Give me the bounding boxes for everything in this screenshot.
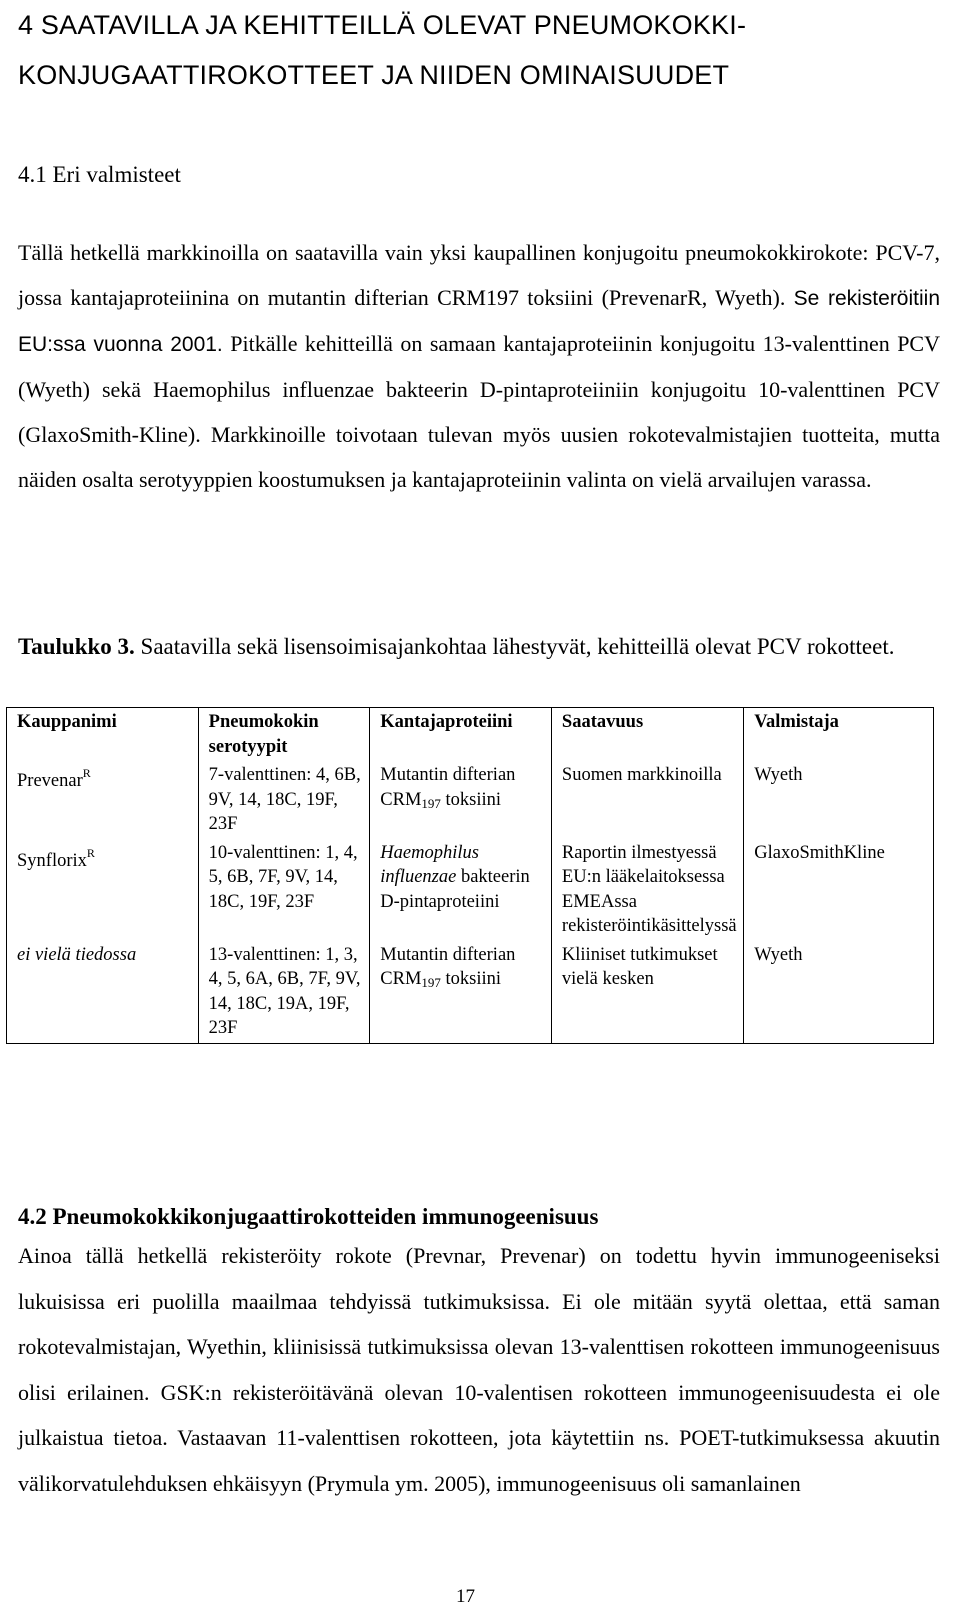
- cell-serotypes: 13-valenttinen: 1, 3, 4, 5, 6A, 6B, 7F, 9V, 14, 18C, 19A, 19F, 23F: [198, 941, 370, 1044]
- section-4-1-paragraph: [18, 230, 940, 502]
- cell-availability: Suomen markkinoilla: [551, 761, 743, 839]
- cell-carrier: [370, 839, 552, 941]
- cell-carrier: [370, 941, 552, 1044]
- table-row: [7, 839, 934, 941]
- carrier-text: toksiini: [440, 789, 502, 810]
- section-number: 4.2: [18, 1204, 47, 1229]
- table-caption-text: Saatavilla sekä lisensoimisajankohtaa lähestyvät, kehitteillä olevat PCV rokotteet.: [134, 634, 895, 659]
- paragraph-text: Pitkälle kehitteillä on samaan kantajaproteiinin konjugoitu 13-valenttinen PCV (Wyeth) sekä Haemophilus influenzae bakteerin D-pintaproteiiniin konjugoitu 10-valenttinen PCV (GlaxoSmith-Kline). Markkinoille toivotaan tulevan myös uusien rokotevalmistajien tuotteita, mutta näiden osalta serotyyppien koostumuksen ja kantajaproteiinin valinta on vielä arvailujen varassa.: [18, 331, 940, 492]
- vaccine-table: [6, 707, 934, 1044]
- carrier-subscript: 197: [421, 975, 441, 990]
- header-cell: Kantajaproteiini: [370, 708, 552, 762]
- cell-name: [7, 839, 199, 941]
- section-title-4-2: [18, 1203, 598, 1231]
- section-title-4-1: 4.1 Eri valmisteet: [18, 162, 181, 187]
- carrier-italic: Haemophilus influenzae: [380, 842, 479, 887]
- header-cell: Valmistaja: [744, 708, 934, 762]
- product-name: Synflorix: [17, 850, 87, 871]
- paragraph-text-sans: Se rekisteröitiin EU:ssa vuonna 2001.: [18, 287, 940, 356]
- header-cell: Kauppanimi: [7, 708, 199, 762]
- registered-mark: R: [82, 766, 91, 780]
- table-caption-label: Taulukko 3.: [18, 634, 135, 659]
- cell-name: [7, 761, 199, 839]
- registered-mark: R: [86, 845, 95, 860]
- cell-serotypes: 10-valenttinen: 1, 4, 5, 6B, 7F, 9V, 14, 18C, 19F, 23F: [198, 839, 370, 941]
- cell-availability: Raportin ilmestyessä EU:n lääkelaitoksessa EMEAssa rekisteröintikäsittelyssä: [551, 839, 743, 941]
- cell-availability: Kliiniset tutkimukset vielä kesken: [551, 941, 743, 1044]
- page-number: 17: [456, 1586, 475, 1607]
- header-cell: Saatavuus: [551, 708, 743, 762]
- section-title-text: Pneumokokkikonjugaattirokotteiden immunogeenisuus: [46, 1204, 599, 1229]
- carrier-text: toksiini: [440, 969, 502, 989]
- cell-serotypes: 7-valenttinen: 4, 6B, 9V, 14, 18C, 19F, 23F: [198, 761, 370, 839]
- header-cell: Pneumokokin serotyypit: [198, 708, 370, 762]
- cell-manufacturer: GlaxoSmithKline: [744, 839, 934, 941]
- paragraph-text: Tällä hetkellä markkinoilla on saatavilla vain yksi kaupallinen konjugoitu pneumokokkirokote: PCV-7, jossa kantajaproteiinina on mutantin difterian CRM197 toksiini (PrevenarR, Wyeth).: [18, 240, 940, 310]
- carrier-text: Mutantin difterian CRM: [380, 765, 516, 810]
- chapter-heading: [18, 0, 948, 100]
- carrier-text: Mutantin difterian CRM: [380, 944, 516, 989]
- cell-name: ei vielä tiedossa: [7, 941, 199, 1044]
- chapter-heading-line1: 4 SAATAVILLA JA KEHITTEILLÄ OLEVAT PNEUMOKOKKI-: [18, 10, 747, 40]
- cell-carrier: [370, 761, 552, 839]
- cell-manufacturer: Wyeth: [744, 761, 934, 839]
- table-row: [7, 761, 934, 839]
- section-4-2-paragraph: Ainoa tällä hetkellä rekisteröity rokote (Prevnar, Prevenar) on todettu hyvin immunogeeniseksi lukuisissa eri puolilla maailmaa tehdyissä tutkimuksissa. Ei ole mitään syytä olettaa, että saman rokotevalmistajan, Wyethin, kliinisissä tutkimuksissa olevan 13-valenttisen rokotteen immunogeenisuus olisi erilainen. GSK:n rekisteröitävänä olevan 10-valentisen rokotteen immunogeenisuudesta ei ole julkaistua tietoa. Vastaavan 11-valenttisen rokotteen, jota käytettiin ns. POET-tutkimuksessa akuutin välikorvatulehduksen ehkäisyyn (Prymula ym. 2005), immunogeenisuus oli samanlainen: [18, 1243, 940, 1496]
- carrier-text: bakteerin D-pintaproteiini: [380, 867, 530, 912]
- carrier-subscript: 197: [421, 795, 441, 811]
- chapter-heading-line2: KONJUGAATTIROKOTTEET JA NIIDEN OMINAISUUDET: [18, 60, 730, 90]
- table-header-row: [7, 708, 934, 762]
- table-row: [7, 941, 934, 1044]
- product-name: Prevenar: [17, 771, 83, 791]
- cell-manufacturer: Wyeth: [744, 941, 934, 1044]
- table-caption: [18, 632, 938, 662]
